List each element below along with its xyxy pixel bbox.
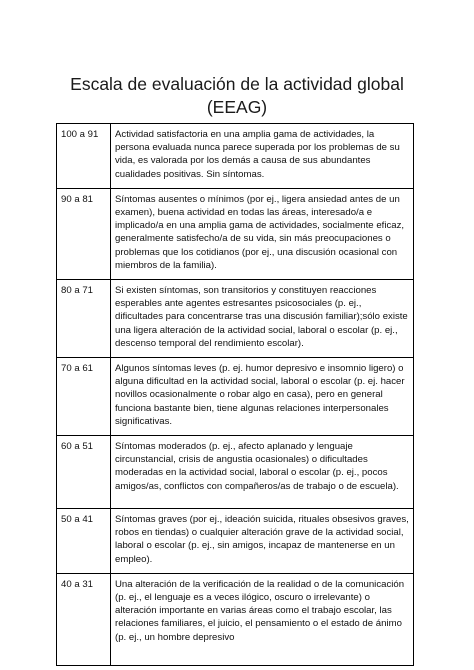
score-range: 70 a 61 <box>57 358 111 436</box>
eeag-scale-table <box>56 123 414 666</box>
table-row <box>57 573 414 665</box>
score-description: Síntomas graves (por ej., ideación suicida, rituales obsesivos graves, robos en tiendas) o cualquier alteración grave de la actividad social, laboral o escolar (p. ej., sin amigos, incapaz de mantenerse en un empleo). <box>111 509 414 574</box>
score-range: 80 a 71 <box>57 280 111 358</box>
score-range: 40 a 31 <box>57 573 111 665</box>
score-range: 90 a 81 <box>57 188 111 279</box>
score-range: 50 a 41 <box>57 509 111 574</box>
score-description: Algunos síntomas leves (p. ej. humor depresivo e insomnio ligero) o alguna dificultad en la actividad social, laboral o escolar (p. ej. hacer novillos ocasionalmente o robar algo en casa), pero en general funciona bastante bien, tiene algunas relaciones interpersonales significativas. <box>111 358 414 436</box>
table-row <box>57 124 414 189</box>
table-row <box>57 436 414 509</box>
score-range: 100 a 91 <box>57 124 111 189</box>
score-description: Síntomas moderados (p. ej., afecto aplanado y lenguaje circunstancial, crisis de angustia ocasionales) o dificultades moderadas en la actividad social, laboral o escolar (p. ej., pocos amigos/as, conflictos con compañeros/as de trabajo o de escuela). <box>111 436 414 509</box>
score-range: 60 a 51 <box>57 436 111 509</box>
document-title-abbreviation: (EEAG) <box>206 97 268 117</box>
score-description: Si existen síntomas, son transitorios y constituyen reacciones esperables ante agentes estresantes psicosociales (p. ej., dificultades para concentrarse tras una discusión familiar);sólo existe una ligera alteración de la actividad social, laboral o escolar (p. ej., descenso temporal del rendimiento escolar). <box>111 280 414 358</box>
score-description: Síntomas ausentes o mínimos (por ej., ligera ansiedad antes de un examen), buena actividad en todas las áreas, interesado/a e implicado/a en una amplia gama de actividades, socialmente eficaz, generalmente satisfecho/a de su vida, sin más preocupaciones o problemas que los cotidianos (por ej., una discusión ocasional con miembros de la familia). <box>111 188 414 279</box>
table-row <box>57 188 414 279</box>
table-row <box>57 358 414 436</box>
score-description: Una alteración de la verificación de la realidad o de la comunicación (p. ej., el lenguaje es a veces ilógico, oscuro o irrelevante) o alteración importante en varias áreas como el trabajo escolar, las relaciones familiares, el juicio, el pensamiento o el estado de ánimo (p. ej., un hombre depresivo <box>111 573 414 665</box>
table-row <box>57 509 414 574</box>
document-title: Escala de evaluación de la actividad global <box>70 74 404 94</box>
score-description: Actividad satisfactoria en una amplia gama de actividades, la persona evaluada nunca parece superada por los problemas de su vida, es valorada por los demás a causa de sus abundantes cualidades positivas. Sin síntomas. <box>111 124 414 189</box>
table-row <box>57 280 414 358</box>
